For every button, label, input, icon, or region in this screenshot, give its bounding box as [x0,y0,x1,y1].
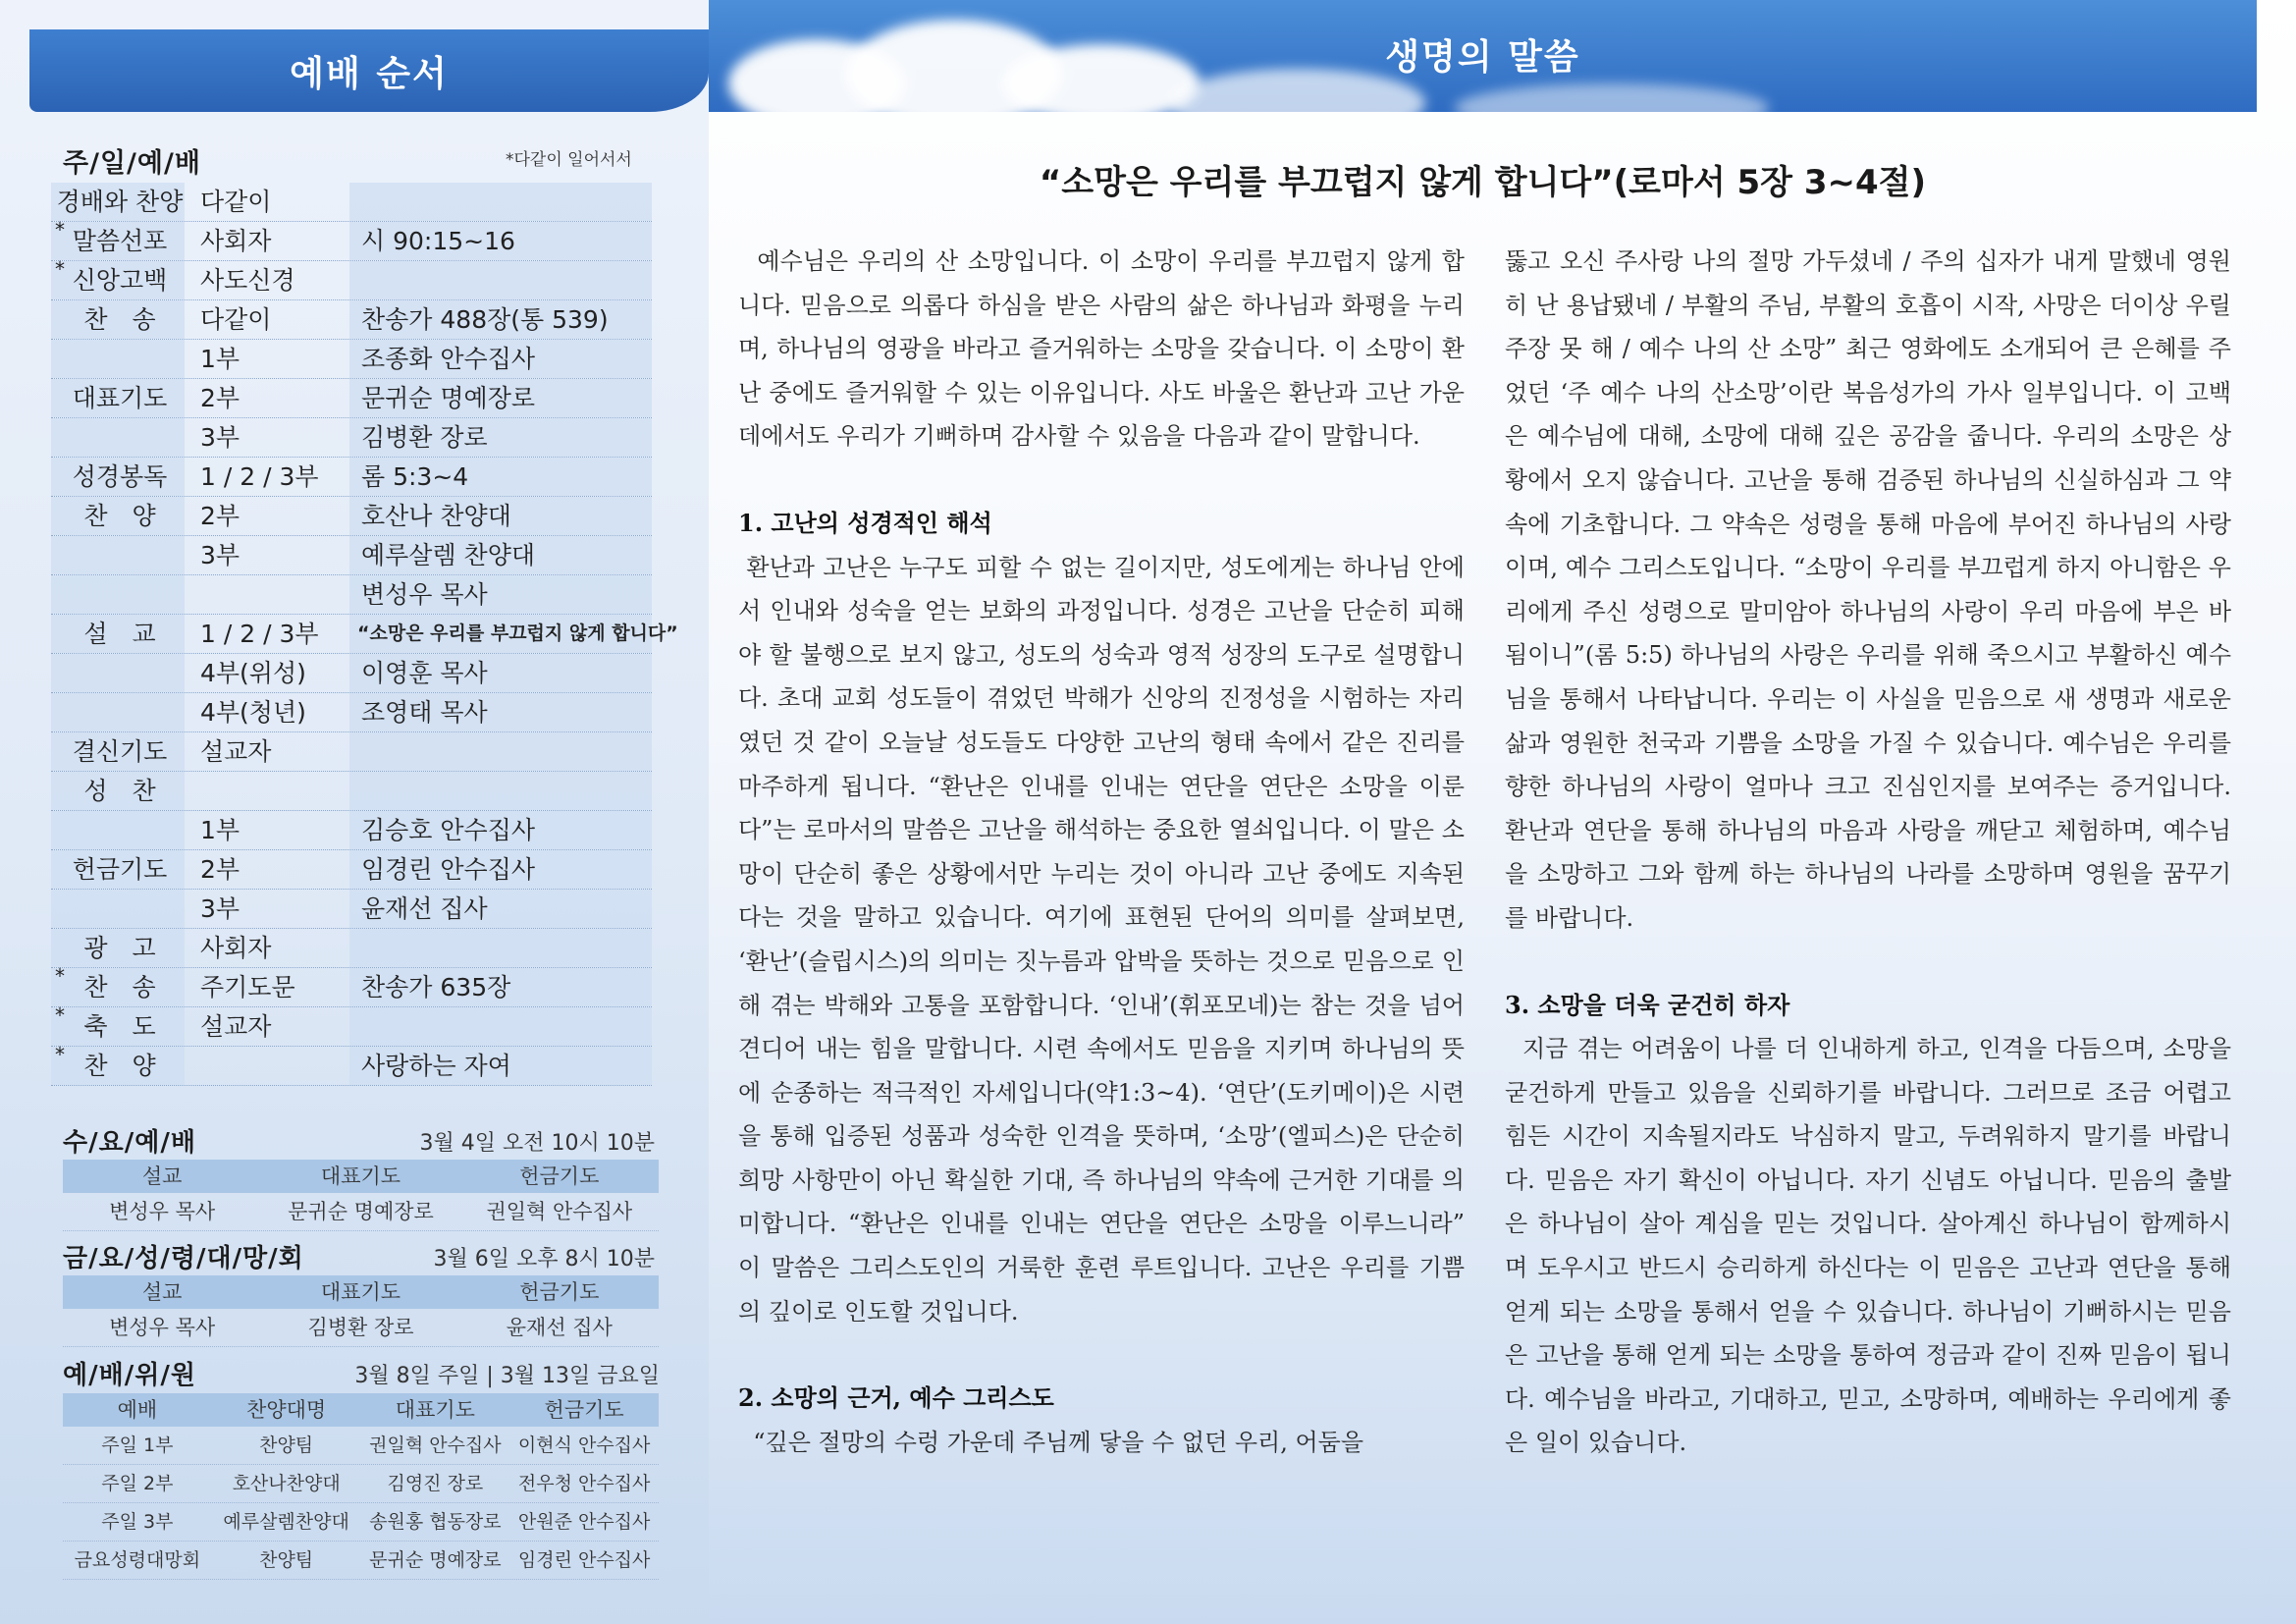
standing-note: *다같이 일어서서 [506,150,632,170]
order-detail: 예루살렘 찬양대 [361,541,535,569]
worship-committee-date: 3월 8일 주일 | 3월 13일 금요일 [354,1364,660,1388]
table-cell: 윤재선 집사 [506,1316,613,1339]
order-item [51,418,188,457]
order-detail: 임경린 안수집사 [361,855,535,884]
order-leader: 다같이 [200,305,272,334]
order-leader: 다같이 [200,188,272,216]
table-cell: 변성우 목사 [109,1316,216,1339]
sunday-service-title: 주/일/예/배 [63,148,201,179]
order-row [51,811,652,850]
order-detail: 조종화 안수집사 [361,345,535,373]
order-item: 대표기도 [72,384,168,412]
column-header: 찬양대명 [246,1398,327,1422]
order-item: 경배와 찬양 [56,188,184,216]
order-row [51,732,652,772]
order-detail: 조영태 목사 [361,698,488,727]
order-item [51,536,188,574]
table-cell: 주일 3부 [101,1511,174,1533]
order-item: 말씀선포 [72,227,168,255]
asterisk-icon: * [55,218,65,242]
word-of-life-header [709,0,2257,112]
order-leader: 1 / 2 / 3부 [200,620,319,648]
asterisk-icon: * [55,257,65,281]
column-header: 대표기도 [320,1280,401,1304]
order-leader: 4부(청년) [200,698,306,727]
order-row [51,772,652,811]
order-leader: 2부 [200,855,240,884]
order-row [51,1043,652,1086]
table-cell: 문귀순 명예장로 [369,1549,502,1571]
column-header: 대표기도 [395,1398,475,1422]
section-body-start: “깊은 절망의 수렁 가운데 주님께 닿을 수 없던 우리, 어둠을 [753,1428,1364,1456]
word-of-life-panel [709,0,2296,1624]
table-cell: 찬양팀 [259,1549,314,1571]
order-item [51,340,188,378]
order-leader: 1부 [200,345,240,373]
order-item [51,890,188,928]
order-detail: 김병환 장로 [361,423,488,452]
asterisk-icon: * [55,1003,65,1027]
column-header: 헌금기도 [519,1280,600,1304]
section-heading: 2. 소망의 근거, 예수 그리스도 [738,1383,1054,1413]
order-item: 성경봉독 [72,462,168,491]
order-leader: 3부 [200,894,240,923]
asterisk-icon: * [55,964,65,988]
order-row [51,929,652,968]
table-cell: 찬양팀 [259,1435,314,1456]
order-leader: 2부 [200,502,240,530]
table-cell: 김병환 장로 [307,1316,414,1339]
wednesday-table [63,1160,659,1231]
order-detail: 시 90:15~16 [361,227,515,255]
sermon-column-left [738,240,1465,1464]
order-item [51,654,188,692]
order-item: 광 고 [83,934,156,962]
table-cell: 권일혁 안수집사 [486,1200,633,1223]
table-cell: 예루살렘찬양대 [223,1511,349,1533]
order-of-worship-panel [0,0,709,1624]
order-item: 찬 양 [83,502,156,530]
order-leader: 주기도문 [200,973,295,1001]
order-row [51,458,652,497]
order-leader: 1부 [200,816,240,844]
order-item: 헌금기도 [72,855,168,884]
wednesday-service-title: 수/요/예/배 [63,1128,196,1158]
order-item: 결신기도 [72,737,168,766]
order-leader: 4부(위성) [200,659,306,687]
section-body: 환난과 고난은 누구도 피할 수 없는 길이지만, 성도에게는 하나님 안에서 인내와 성숙을 얻는 보화의 과정입니다. 성경은 고난을 단순히 피해야 할 불행으로 보지 않고, 성도의 성숙과 영적 성장의 도구로 설명합니다. 초대 교회 성도들이 겪었던 박해가 신앙의 진정성을 시험하는 자리였던 것 같이 오늘날 성도들도 다양한 고난의 형태 속에서 같은 진리를 마주하게 됩니다. “환난은 인내를 인내는 연단을 연단은 소망을 이룬다”는 로마서의 말씀은 고난을 해석하는 중요한 열쇠입니다. 이 말은 소망이 단순히 좋은 상황에서만 누리는 것이 아니라 고난 중에도 지속된다는 것을 말하고 있습니다. 여기에 표현된 단어의 의미를 살펴보면, ‘환난’(슬립시스)의 의미는 짓누름과 압박을 뜻하는 것으로 믿음으로 인해 겪는 박해와 고통을 포함합니다. ‘인내’(휘포모네)는 참는 것을 넘어 견디어 내는 힘을 말합니다. 시련 속에서도 믿음을 지키며 하나님의 뜻에 순종하는 적극적인 자세입니다(약1:3~4). ‘연단’(도키메이)은 시련을 통해 입증된 성품과 성숙한 인격을 뜻하며, ‘소망’(엘피스)은 단순히 희망 사항만이 아닌 확실한 기대, 즉 하나님의 약속에 근거한 기대를 의미합니다. “환난은 인내를 인내는 연단을 연단은 소망을 이루느니라” 이 말씀은 그리스도인의 거룩한 훈련 루트입니다. 고난은 우리를 기쁨의 깊이로 인도할 것입니다. [738,553,1465,1326]
order-detail: 변성우 목사 [361,580,488,609]
order-row [51,964,652,1007]
order-detail [361,772,656,810]
order-detail [361,261,656,299]
order-detail [361,183,656,221]
table-cell: 문귀순 명예장로 [288,1200,434,1223]
order-detail: “소망은 우리를 부끄럽지 않게 합니다” [357,623,678,644]
table-cell: 금요성령대망회 [74,1549,201,1571]
word-of-life-title: 생명의 말씀 [1385,37,1580,78]
order-detail [361,929,656,967]
sermon-intro: 예수님은 우리의 산 소망입니다. 이 소망이 우리를 부끄럽지 않게 합니다. 믿음으로 의롭다 하심을 받은 사람의 삶은 하나님과 화평을 누리며, 하나님의 영광을 바라고 즐거워하는 소망을 갖습니다. 이 소망이 환난 중에도 즐거워할 수 있는 이유입니다. 사도 바울은 환난과 고난 가운데에서도 우리가 기뻐하며 감사할 수 있음을 다음과 같이 말합니다. [738,247,1465,451]
order-detail: 사랑하는 자여 [361,1052,511,1080]
order-row [51,340,652,379]
order-row [51,497,652,536]
table-cell: 임경린 안수집사 [517,1549,651,1571]
section-heading: 3. 소망을 더욱 굳건히 하자 [1505,990,1790,1019]
order-item: 축 도 [83,1012,156,1041]
asterisk-icon: * [55,1043,65,1066]
order-row [51,850,652,890]
table-cell: 권일혁 안수집사 [369,1435,502,1456]
order-item: 신앙고백 [72,266,168,295]
column-header: 설교 [141,1164,183,1188]
section-heading: 1. 고난의 성경적인 해석 [738,508,992,537]
friday-table-header [63,1275,659,1309]
order-leader: 사회자 [200,227,272,255]
table-row [63,1465,659,1503]
order-item [51,693,188,731]
order-leader: 2부 [200,384,240,412]
order-leader: 사도신경 [200,266,295,295]
table-row [63,1503,659,1542]
order-item: 찬 송 [83,305,156,334]
order-row [51,183,652,222]
table-cell: 이현식 안수집사 [517,1435,651,1456]
column-header: 설교 [141,1280,183,1304]
order-item: 찬 양 [83,1052,156,1080]
sermon-title: “소망은 우리를 부끄럽지 않게 합니다”(로마서 5장 3~4절) [1039,163,1927,202]
wednesday-service-date: 3월 4일 오전 10시 10분 [419,1131,655,1156]
order-row [51,575,652,615]
order-detail [361,1007,656,1046]
section-body-continued: 뚫고 오신 주사랑 나의 절망 가두셨네 / 주의 십자가 내게 말했네 영원히 난 용납됐네 / 부활의 주님, 부활의 호흡이 시작, 사망은 더이상 우릴 주장 못 해 / 예수 나의 산 소망” 최근 영화에도 소개되어 큰 은혜를 주었던 ‘주 예수 나의 산소망’이란 복음성가의 가사 일부입니다. 이 고백은 예수님에 대해, 소망에 대해 깊은 공감을 줍니다. 우리의 소망은 상황에서 오지 않습니다. 고난을 통해 검증된 하나님의 신실하심과 그 약속에 기초합니다. 그 약속은 성령을 통해 마음에 부어진 하나님의 사랑이며, 예수 그리스도입니다. “소망이 우리를 부끄럽게 하지 아니함은 우리에게 주신 성령으로 말미암아 하나님의 사랑이 우리 마음에 부은 바 됨이니”(롬 5:5) 하나님의 사랑은 우리를 위해 죽으시고 부활하신 예수님을 통해서 나타납니다. 우리는 이 사실을 믿음으로 새 생명과 새로운 삶과 영원한 천국과 기쁨을 소망을 가질 수 있습니다. 예수님은 우리를 향한 하나님의 사랑이 얼마나 크고 진심인지를 보여주는 증거입니다. 환난과 연단을 통해 하나님의 마음과 사랑을 깨닫고 체험하며, 예수님을 소망하고 그와 함께 하는 하나님의 나라를 소망하며 영원을 꿈꾸기를 바랍니다. [1505,247,2231,932]
table-cell: 안원준 안수집사 [517,1511,651,1533]
order-row [51,300,652,340]
order-detail: 호산나 찬양대 [361,502,511,530]
friday-service-date: 3월 6일 오후 8시 10분 [433,1247,655,1272]
table-row [63,1193,659,1231]
order-row [51,890,652,929]
order-detail: 윤재선 집사 [361,894,488,923]
cloud-decoration [1455,83,1769,112]
order-row [51,218,652,261]
order-detail: 문귀순 명예장로 [361,384,535,412]
column-header: 헌금기도 [544,1398,624,1422]
friday-table [63,1275,659,1347]
order-row [51,654,652,693]
table-cell: 호산나찬양대 [232,1473,341,1494]
order-row [51,379,652,418]
order-item [51,811,188,849]
order-detail: 롬 5:3~4 [361,462,469,491]
order-row [51,615,678,654]
order-of-worship-header [29,29,709,112]
order-leader: 3부 [200,541,240,569]
table-cell: 변성우 목사 [109,1200,216,1223]
order-item: 설 교 [83,620,156,648]
worship-committee-table [63,1393,659,1580]
order-detail: 찬송가 635장 [361,973,511,1001]
order-detail: 김승호 안수집사 [361,816,535,844]
order-detail: 찬송가 488장(통 539) [361,305,609,334]
committee-table-header [63,1393,659,1427]
table-cell: 송원홍 협동장로 [369,1511,502,1533]
sunday-order-table [51,183,678,1086]
order-detail: 이영훈 목사 [361,659,488,687]
order-row [51,418,652,458]
order-leader: 설교자 [200,1012,272,1041]
table-cell: 김영진 장로 [387,1473,484,1494]
order-item [51,575,188,614]
order-of-worship-title: 예배 순서 [290,53,449,94]
table-cell: 주일 1부 [101,1435,174,1456]
table-row [63,1309,659,1347]
column-header: 대표기도 [320,1164,401,1188]
table-row [63,1542,659,1580]
wednesday-table-header [63,1160,659,1193]
order-leader: 3부 [200,423,240,452]
order-row [51,693,652,732]
column-header: 헌금기도 [519,1164,600,1188]
order-leader: 설교자 [200,737,272,766]
order-row [51,257,652,300]
order-leader: 사회자 [200,934,272,962]
table-cell: 전우청 안수집사 [517,1473,651,1494]
sermon-column-right [1505,240,2231,1465]
order-item: 찬 송 [83,973,156,1001]
order-leader: 1 / 2 / 3부 [200,462,319,491]
order-row [51,536,652,575]
order-item: 성 찬 [83,777,156,805]
section-body: 지금 겪는 어려움이 나를 더 인내하게 하고, 인격을 다듬으며, 소망을 굳건하게 만들고 있음을 신뢰하기를 바랍니다. 그러므로 조금 어렵고 힘든 시간이 지속될지라도 낙심하지 말고, 두려워하지 말기를 바랍니다. 믿음은 자기 확신이 아닙니다. 자기 신념도 아닙니다. 믿음의 출발은 하나님이 살아 계심을 믿는 것입니다. 살아계신 하나님이 함께하시며 도우시고 반드시 승리하게 하신다는 이 믿음은 고난과 연단을 통해 얻게 되는 소망을 통해서 얻을 수 있습니다. 하나님이 기뻐하시는 믿음은 고난을 통해 얻게 되는 소망을 통하여 정금과 같이 진짜 믿음이 됩니다. 예수님을 바라고, 기대하고, 믿고, 소망하며, 예배하는 우리에게 좋은 일이 있습니다. [1505,1035,2231,1457]
order-row [51,1003,652,1047]
column-header: 예배 [117,1398,158,1422]
table-row [63,1427,659,1465]
friday-service-title: 금/요/성/령/대/망/회 [63,1244,304,1273]
worship-committee-title: 예/배/위/원 [63,1361,196,1390]
table-cell: 주일 2부 [101,1473,174,1494]
order-detail [361,732,656,771]
